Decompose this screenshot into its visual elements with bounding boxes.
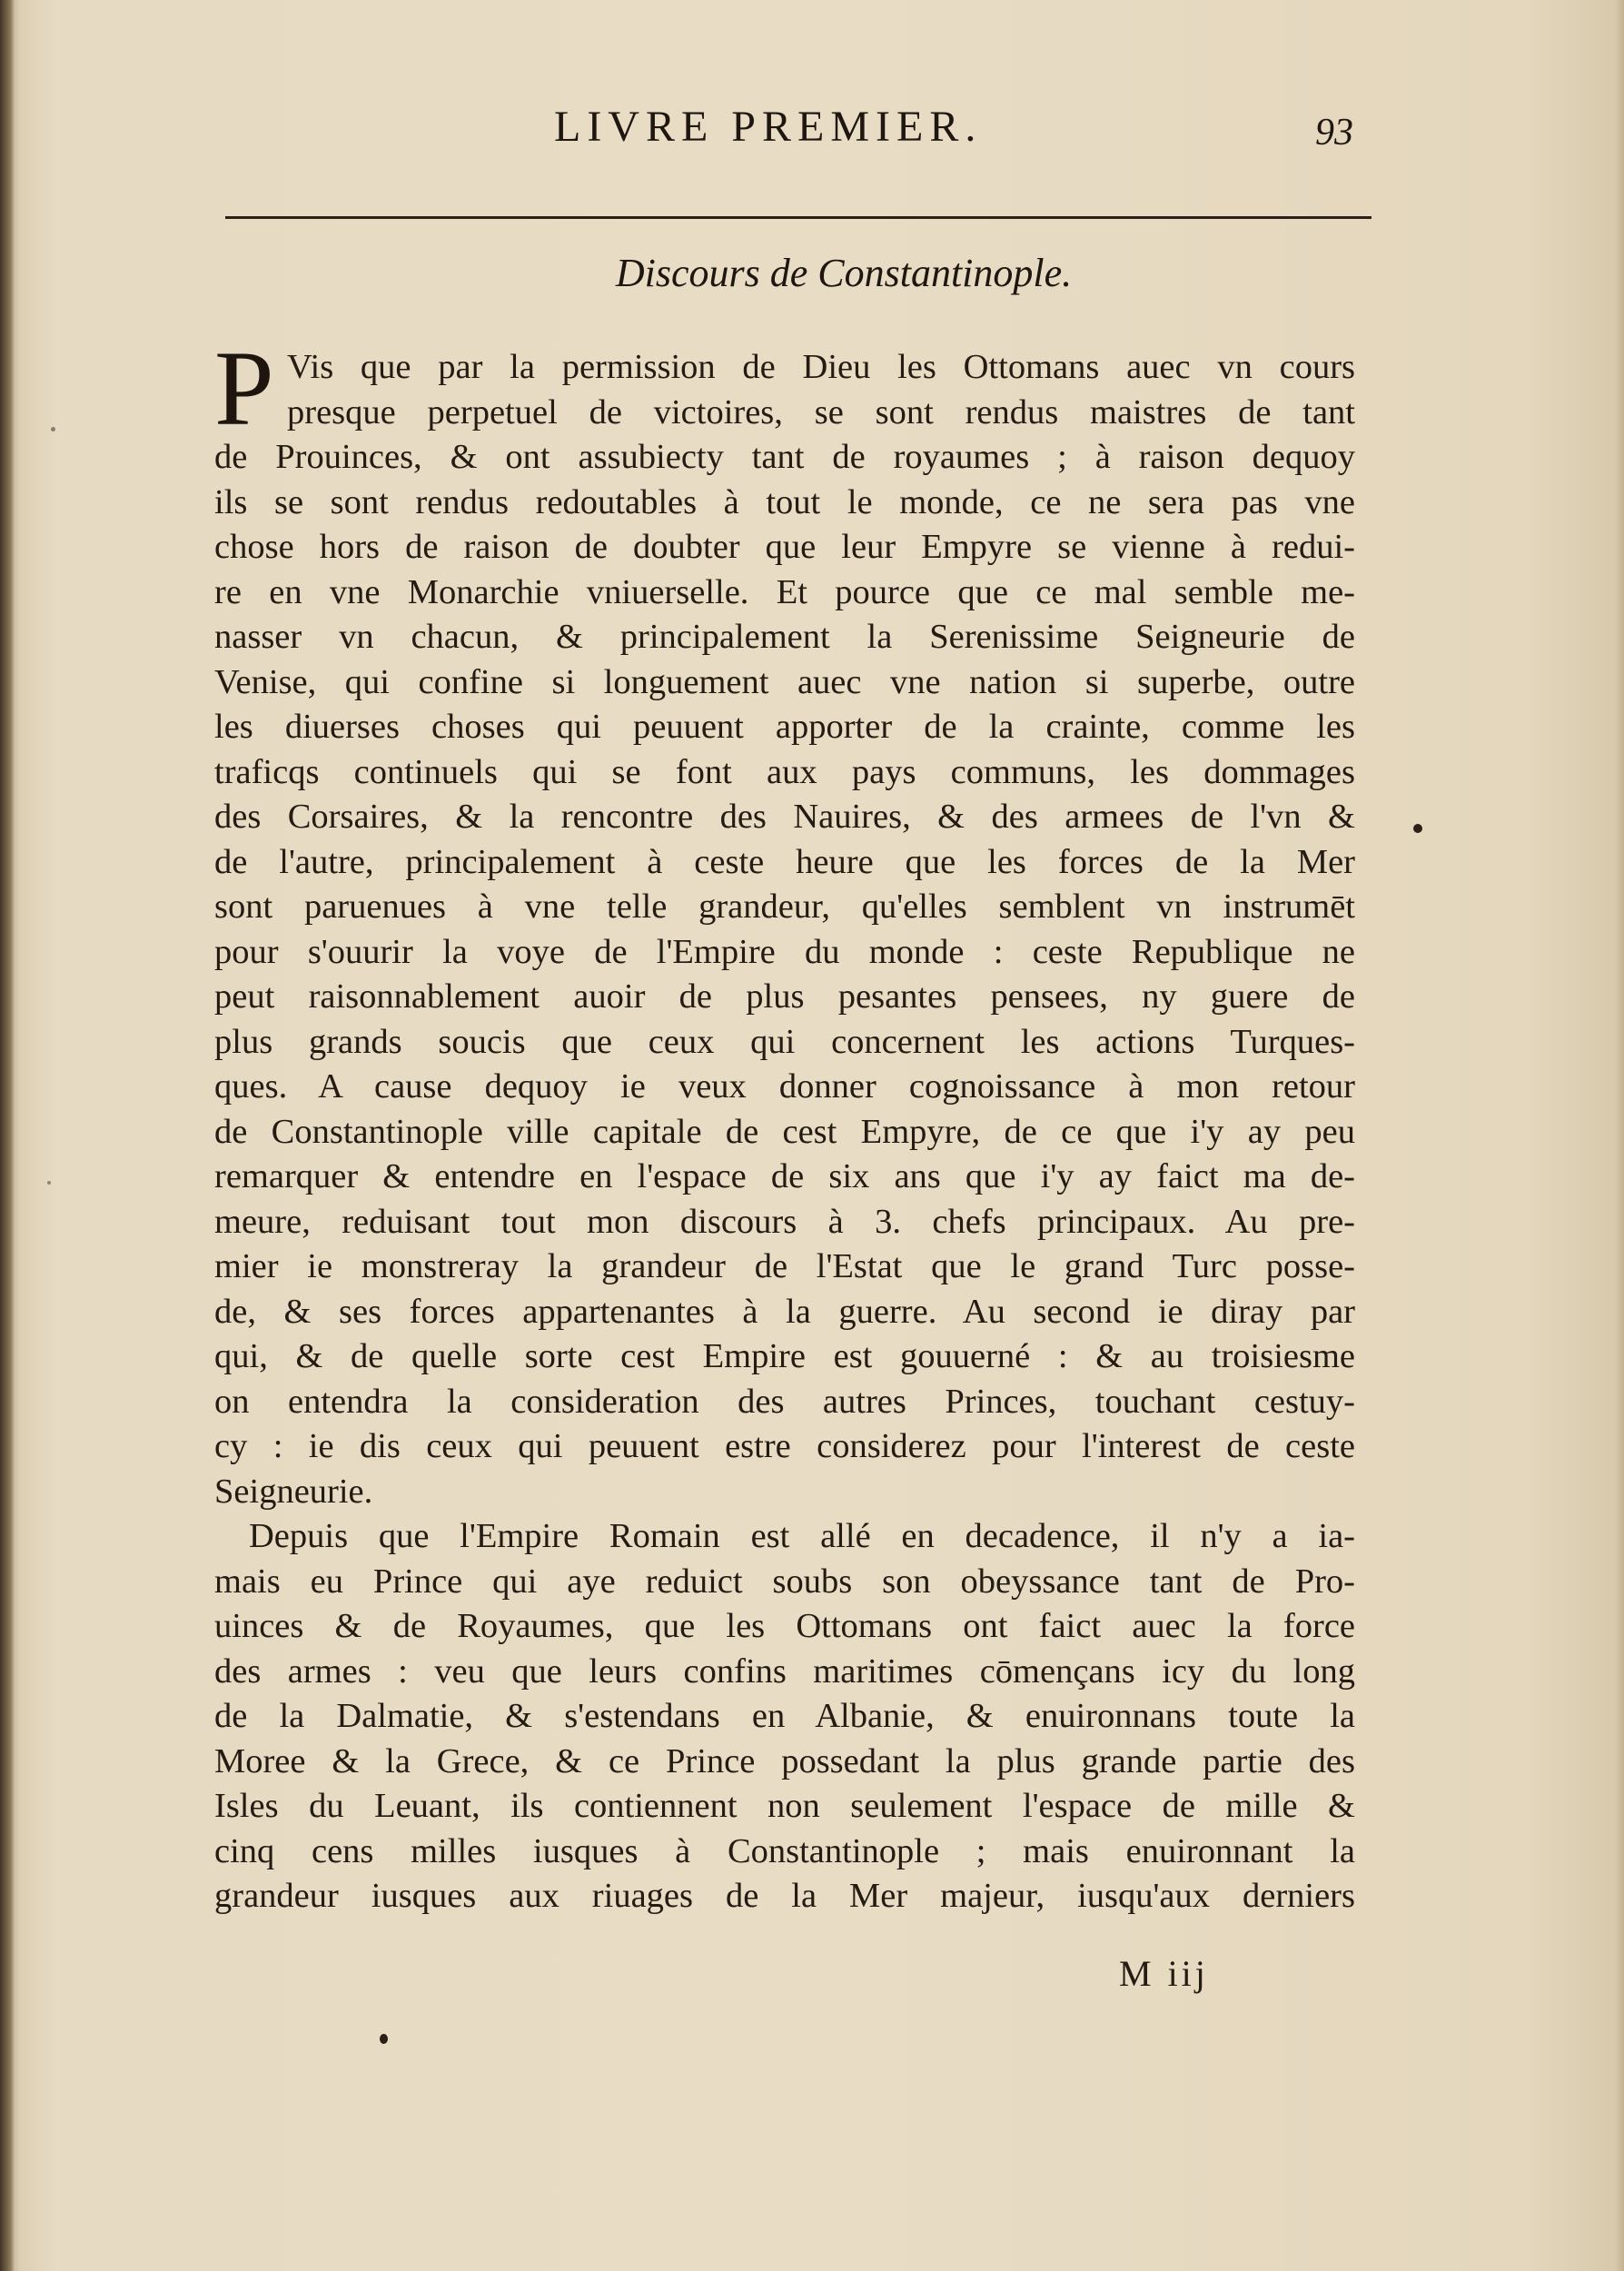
text-line: sont paruenues à vne telle grandeur, qu'elles semblent vn instrumēt — [214, 888, 1355, 926]
text-line: qui, & de quelle sorte cest Empire est gouuerné : & au troisiesme — [214, 1337, 1355, 1375]
text-line: grandeur iusques aux riuages de la Mer majeur, iusqu'aux derniers — [214, 1877, 1355, 1915]
text-line: uinces & de Royaumes, que les Ottomans ont faict auec la force — [214, 1607, 1355, 1645]
text-line: de Constantinople ville capitale de cest Empyre, de ce que i'y ay peu — [214, 1112, 1355, 1151]
text-line: des armes : veu que leurs confins maritimes cōmençans icy du long — [214, 1651, 1355, 1691]
ink-speck — [47, 1181, 51, 1185]
page-gutter-shadow — [0, 0, 15, 2271]
text-line: chose hors de raison de doubter que leur Empyre se vienne à redui- — [214, 528, 1355, 566]
text-line: Vis que par la permission de Dieu les Ottomans auec vn cours — [287, 348, 1355, 386]
ink-speck — [1413, 824, 1422, 833]
text-line: Moree & la Grece, & ce Prince possedant la plus grande partie des — [214, 1741, 1355, 1780]
body-text — [214, 329, 1355, 1919]
section-title: Discours de Constantinople. — [615, 251, 1073, 295]
text-line: mier ie monstreray la grandeur de l'Estat que le grand Turc posse- — [214, 1247, 1355, 1285]
running-title: LIVRE PREMIER. — [554, 103, 983, 151]
header-rule — [225, 216, 1371, 219]
text-line: traficqs continuels qui se font aux pays communs, les dommages — [214, 752, 1355, 791]
text-line: de la Dalmatie, & s'estendans en Albanie, & enuironnans toute la — [214, 1697, 1355, 1735]
text-line: meure, reduisant tout mon discours à 3. chefs principaux. Au pre- — [214, 1202, 1355, 1241]
text-line: remarquer & entendre en l'espace de six ans que i'y ay faict ma de- — [214, 1157, 1355, 1195]
text-line: ils se sont rendus redoutables à tout le monde, ce ne sera pas vne — [214, 482, 1355, 521]
text-line: Seigneurie. — [214, 1472, 373, 1511]
text-line: mais eu Prince qui aye reduict soubs son obeyssance tant de Pro- — [214, 1562, 1355, 1601]
text-line: les diuerses choses qui peuuent apporter de la crainte, comme les — [214, 708, 1355, 746]
text-line: Venise, qui confine si longuement auec vne nation si superbe, outre — [214, 662, 1355, 701]
text-line: des Corsaires, & la rencontre des Nauires, & des armees de l'vn & — [214, 798, 1355, 836]
text-line: de, & ses forces appartenantes à la guerre. Au second ie diray par — [214, 1292, 1355, 1331]
page-edge — [1615, 0, 1624, 2271]
text-line: cy : ie dis ceux qui peuuent estre considerez pour l'interest de ceste — [214, 1427, 1355, 1465]
text-line: de Prouinces, & ont assubiecty tant de royaumes ; à raison dequoy — [214, 438, 1355, 476]
text-line: peut raisonnablement auoir de plus pesantes pensees, ny guere de — [214, 977, 1355, 1016]
running-head — [0, 102, 1624, 156]
text-line: re en vne Monarchie vniuerselle. Et pource que ce mal semble me- — [214, 572, 1355, 611]
text-line: nasser vn chacun, & principalement la Serenissime Seigneurie de — [214, 618, 1355, 656]
text-line: cinq cens milles iusques à Constantinople ; mais enuironnant la — [214, 1831, 1355, 1870]
text-line: Isles du Leuant, ils contiennent non seulement l'espace de mille & — [214, 1787, 1355, 1825]
text-line: presque perpetuel de victoires, se sont rendus maistres de tant — [287, 392, 1355, 431]
text-line: Depuis que l'Empire Romain est allé en decadence, il n'y a ia- — [249, 1517, 1355, 1555]
drop-cap: P — [214, 329, 274, 448]
page-number: 93 — [1315, 112, 1353, 154]
text-line: plus grands soucis que ceux qui concernent les actions Turques- — [214, 1022, 1355, 1061]
ink-speck — [380, 2034, 388, 2044]
text-line: ques. A cause dequoy ie veux donner cognoissance à mon retour — [214, 1067, 1355, 1106]
signature-mark: M iij — [1119, 1953, 1209, 1994]
ink-speck — [51, 427, 55, 431]
text-line: de l'autre, principalement à ceste heure que les forces de la Mer — [214, 842, 1355, 881]
text-line: on entendra la consideration des autres Princes, touchant cestuy- — [214, 1382, 1355, 1421]
text-line: pour s'ouurir la voye de l'Empire du monde : ceste Republique ne — [214, 932, 1355, 971]
